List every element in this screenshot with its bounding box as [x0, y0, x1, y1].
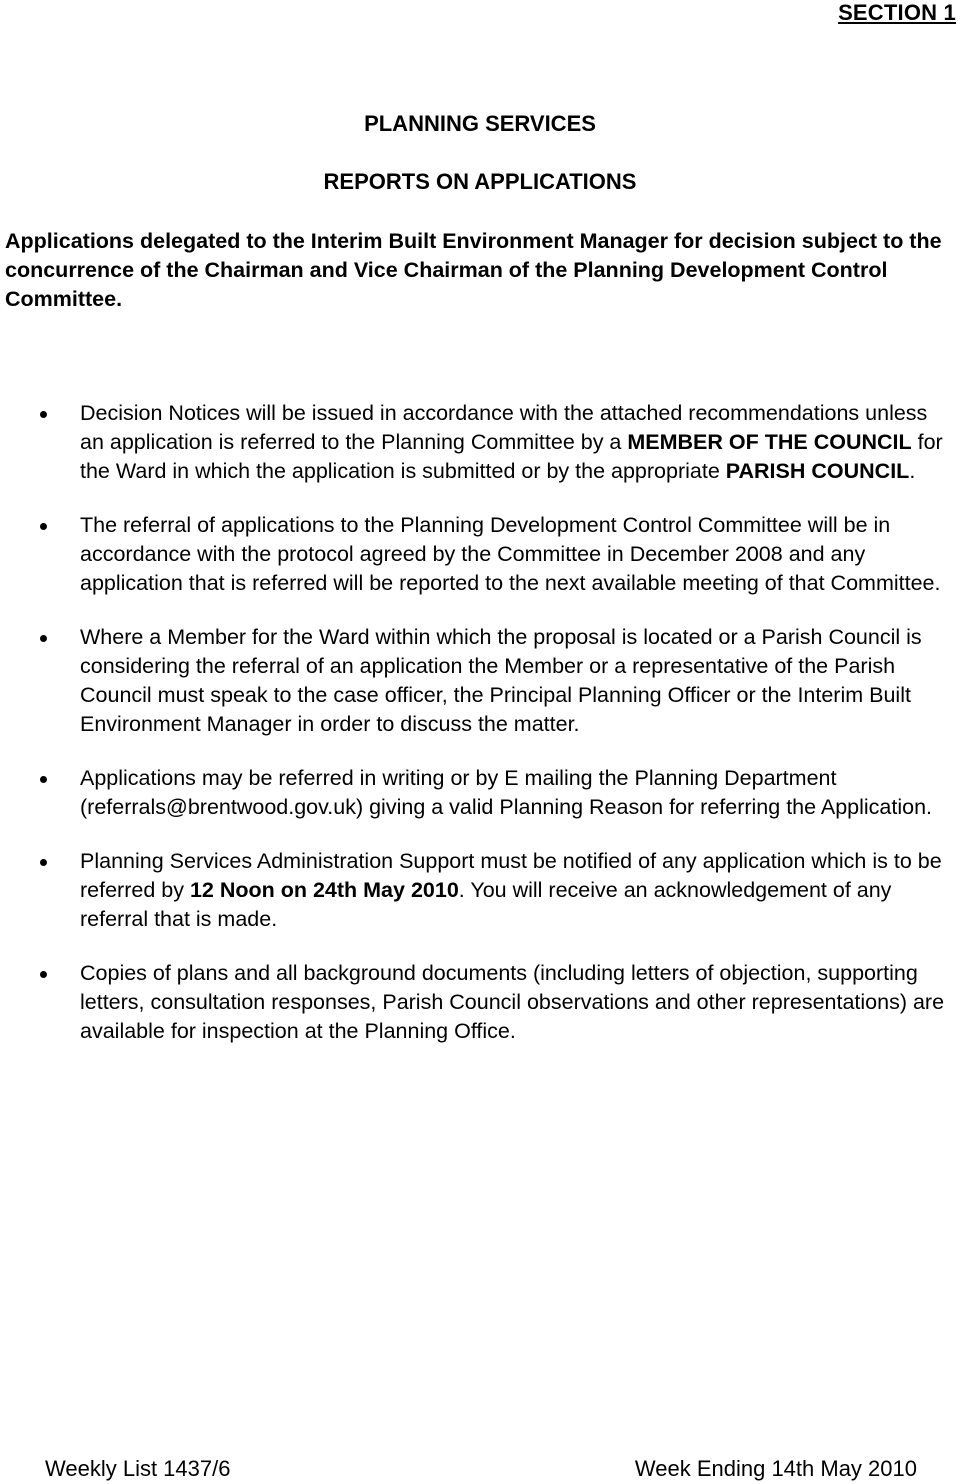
page-subtitle: REPORTS ON APPLICATIONS [323, 169, 637, 194]
footer-weekly-list: Weekly List 1437/6 [45, 1456, 231, 1481]
intro-paragraph: Applications delegated to the Interim Built Environment Manager for decision subject to the concurrence of the Chairman and Vice Chairman of the Planning Development Control Committee. [5, 229, 942, 311]
bullet-icon [40, 859, 47, 866]
footer-week-ending: Week Ending 14th May 2010 [634, 1456, 917, 1481]
bullet-text: Decision Notices will be issued in accordance with the attached recommendations unless an application is referred to the Planning Committee by a [80, 401, 928, 454]
bullet-item-member-consultation [0, 623, 960, 739]
bullet-item-referral-protocol [0, 511, 960, 598]
bullet-text: . You will receive an acknowledgement of any referral that is made. [80, 878, 892, 931]
bullet-item-decision-notices [0, 399, 960, 486]
bullet-text: for the Ward in which the application is submitted or by the appropriate [80, 430, 943, 483]
bullet-emphasis: MEMBER OF THE COUNCIL [627, 430, 912, 454]
bullet-icon [40, 523, 47, 530]
bullet-item-referral-method [0, 764, 960, 822]
bullet-icon [40, 635, 47, 642]
section-label: SECTION 1 [838, 0, 956, 25]
bullet-icon [40, 971, 47, 978]
bullet-item-deadline [0, 847, 960, 934]
bullet-emphasis: PARISH COUNCIL [725, 459, 910, 483]
bullet-text: Applications may be referred in writing or by E mailing the Planning Department (referrals@brentwood.gov.uk) giving a valid Planning Reason for referring the Application. [80, 766, 933, 819]
bullet-icon [40, 411, 47, 418]
bullet-text: The referral of applications to the Planning Development Control Committee will be in accordance with the protocol agreed by the Committee in December 2008 and any application that is referred will be reported to the next available meeting of that Committee. [80, 513, 941, 595]
bullet-text: . [909, 459, 916, 483]
bullet-item-documents [0, 959, 960, 1046]
bullet-text: Copies of plans and all background documents (including letters of objection, supporting letters, consultation responses, Parish Council observations and other representations) are available for inspection at the Planning Office. [80, 961, 945, 1043]
bullet-text: Planning Services Administration Support must be notified of any application which is to be referred by [80, 849, 942, 902]
bullet-text: Where a Member for the Ward within which the proposal is located or a Parish Council is considering the referral of an application the Member or a representative of the Parish Council must speak to the case officer, the Principal Planning Officer or the Interim Built Environment Manager in order to discuss the matter. [80, 625, 922, 736]
bullet-list [0, 399, 960, 1071]
bullet-emphasis: 12 Noon on 24th May 2010 [189, 878, 459, 902]
page-title: PLANNING SERVICES [364, 111, 596, 136]
bullet-icon [40, 776, 47, 783]
